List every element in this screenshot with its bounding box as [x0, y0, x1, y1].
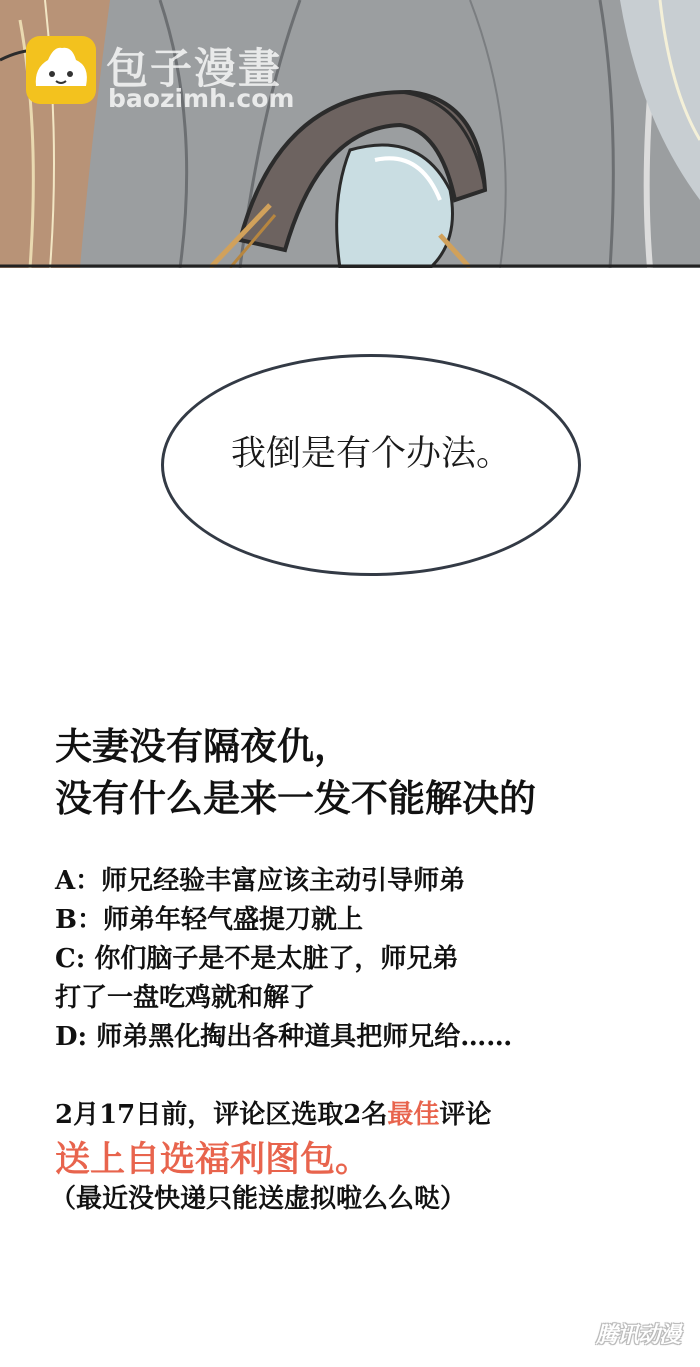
option-a: A：师兄经验丰富应该主动引导师弟	[55, 866, 466, 896]
option-c: C: 你们脑子是不是太脏了，师兄弟	[55, 944, 459, 974]
headline-line-1: 夫妻没有隔夜仇，	[55, 724, 351, 768]
option-d: D: 师弟黑化掏出各种道具把师兄给……	[55, 1022, 513, 1052]
comic-panel-art	[0, 0, 700, 268]
note-text: （最近没快递只能送虚拟啦么么哒）	[50, 1184, 467, 1214]
deadline-line	[55, 1094, 491, 1131]
reward-text: 送上自选福利图包。	[55, 1139, 371, 1180]
baozi-logo-icon	[24, 34, 98, 106]
watermark-url: baozimh.com	[108, 84, 295, 113]
option-b: B：师弟年轻气盛提刀就上	[55, 905, 363, 935]
option-c-continued: 打了一盘吃鸡就和解了	[55, 983, 316, 1013]
deadline-highlight: 最佳	[387, 1100, 440, 1130]
speech-bubble-text: 我倒是有个办法。	[230, 434, 511, 474]
headline-line-2: 没有什么是来一发不能解决的	[55, 776, 536, 820]
watermark-title: 包子漫畫	[106, 44, 283, 93]
deadline-prefix: 2月17日前，评论区选取2名	[55, 1100, 388, 1130]
tencent-comic-logo: 腾讯动漫	[595, 1323, 680, 1348]
deadline-suffix: 评论	[439, 1100, 492, 1130]
